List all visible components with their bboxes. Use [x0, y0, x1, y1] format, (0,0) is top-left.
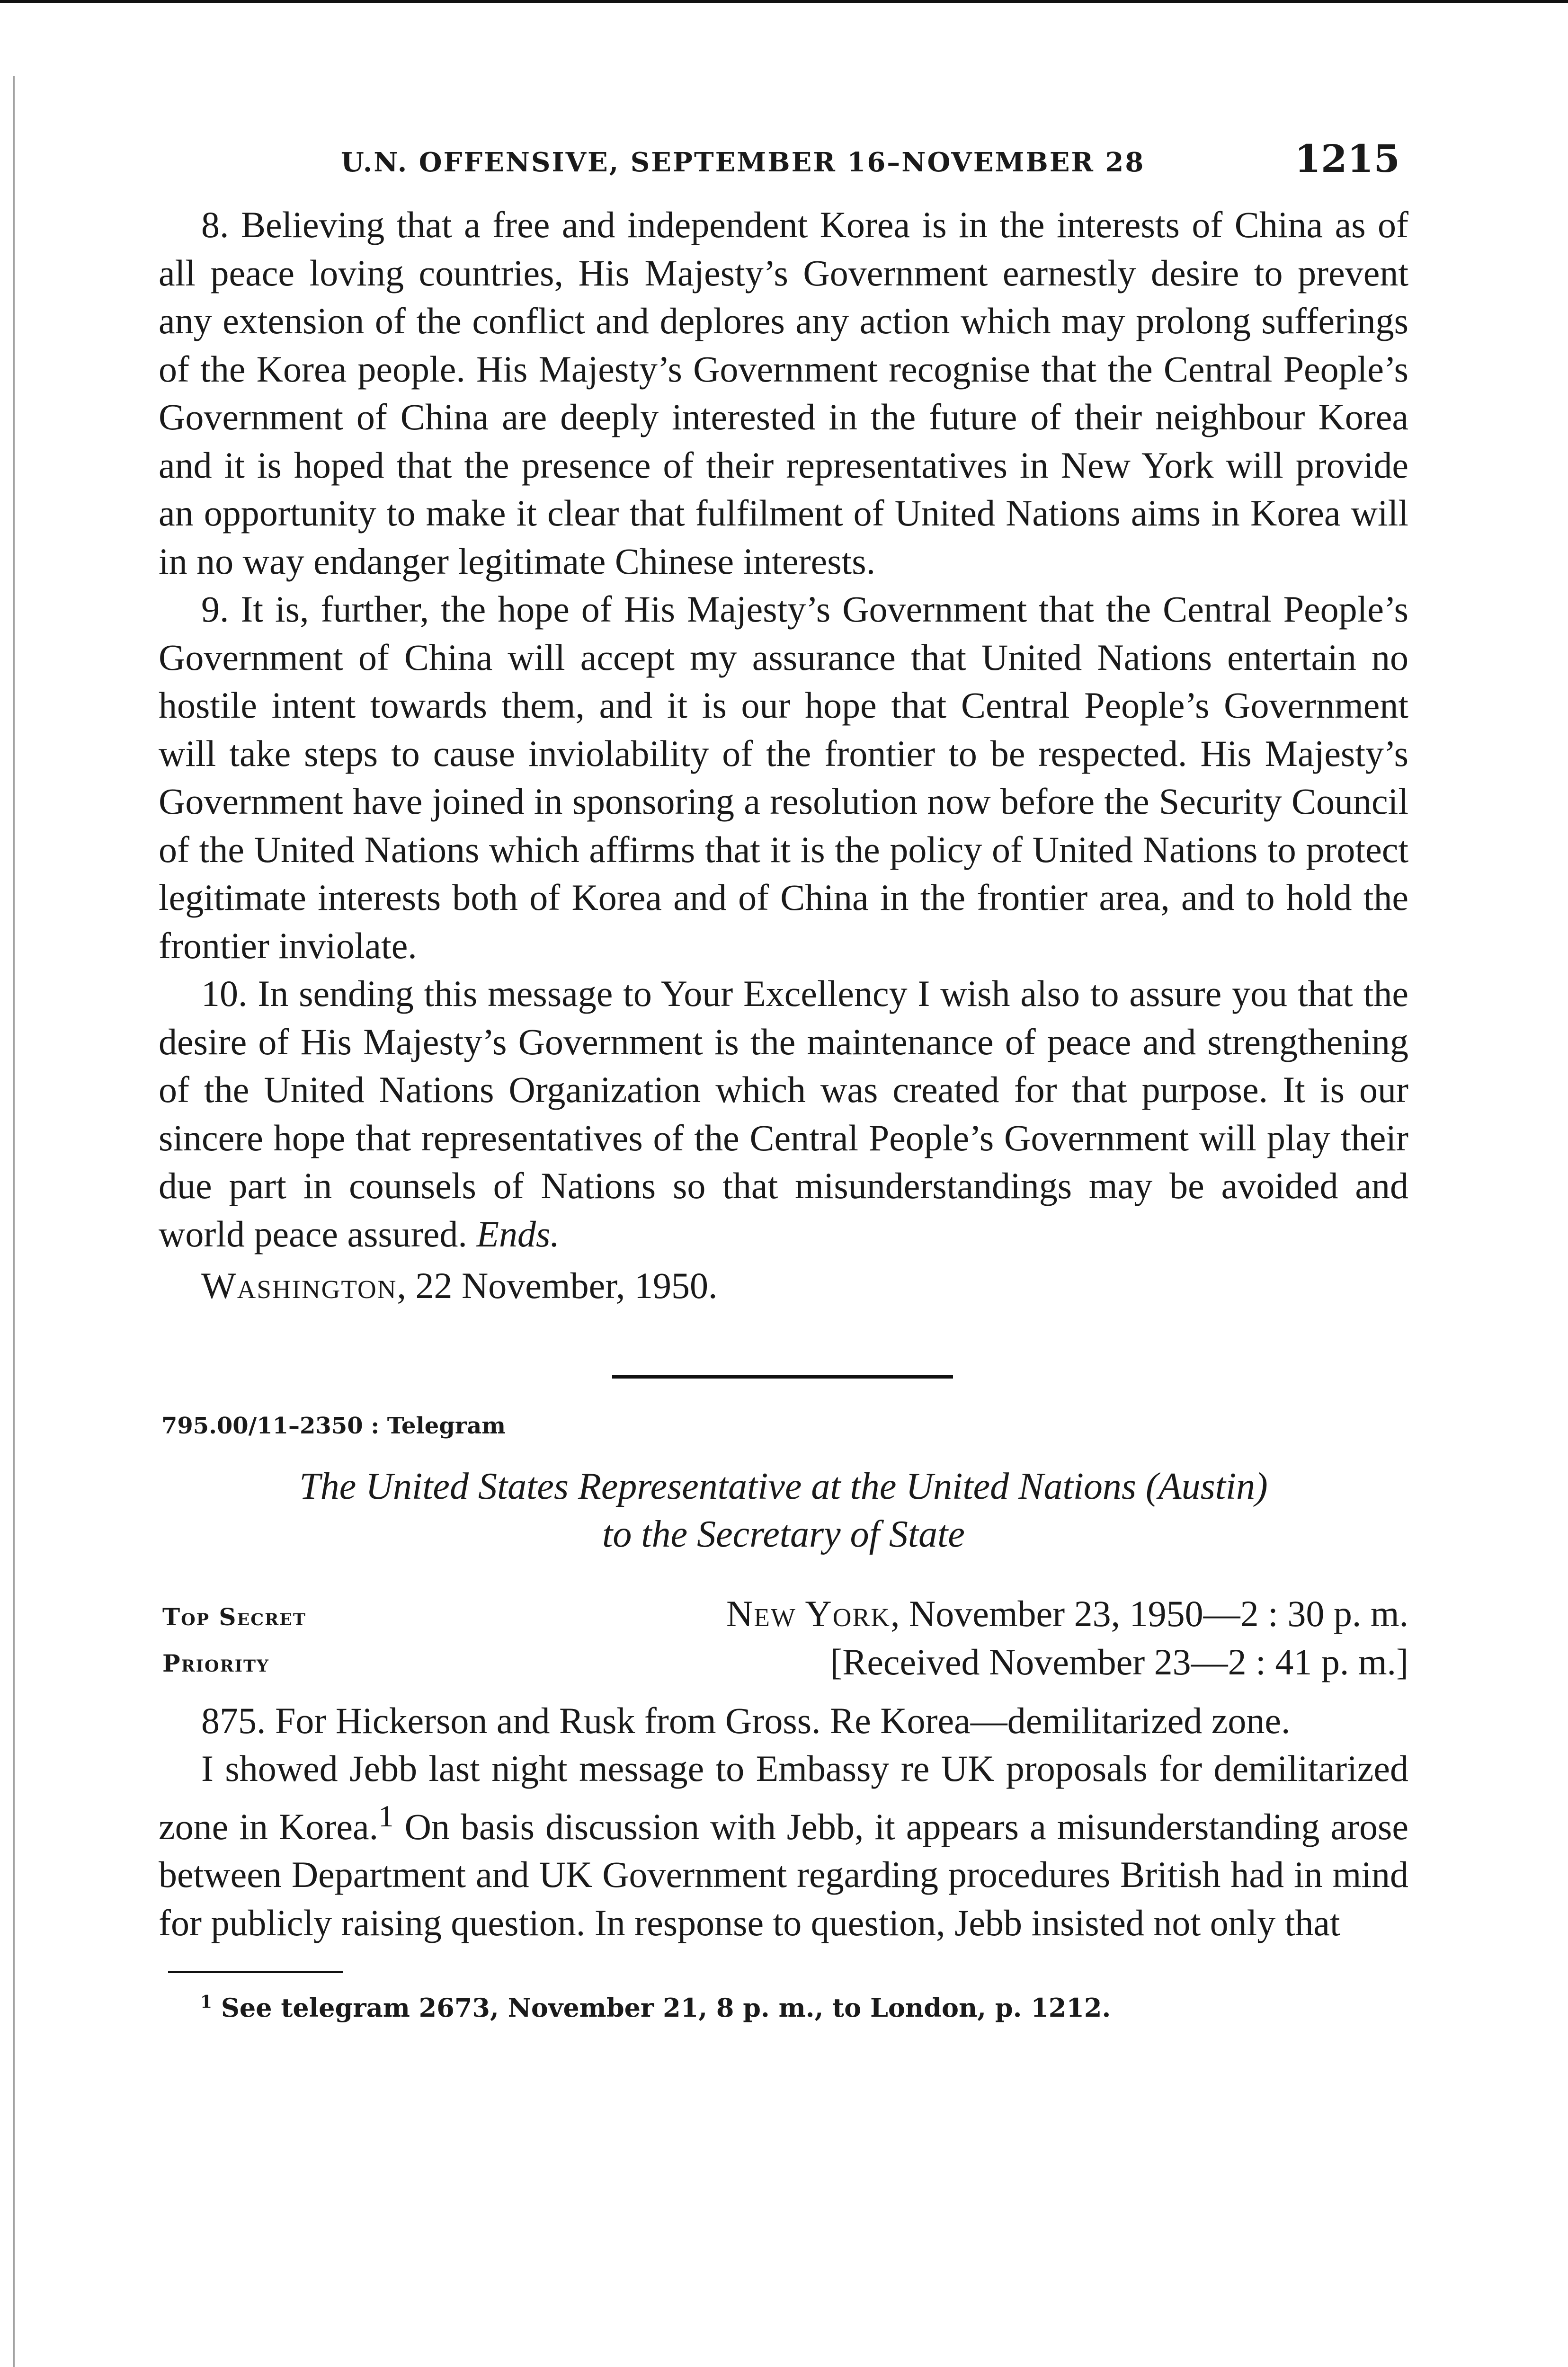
- sent-datetime: , November 23, 1950—2 : 30 p. m.: [890, 1593, 1408, 1634]
- sent-place: New York: [726, 1593, 891, 1634]
- sent-line: [726, 1593, 1408, 1635]
- received-line: [Received November 23—2 : 41 p. m.]: [830, 1641, 1408, 1682]
- section-divider: [612, 1375, 953, 1379]
- footnote-marker: 1: [200, 1992, 213, 2012]
- telegram-paragraph-1: 875. For Hickerson and Rusk from Gross. Re Korea—demilitarized zone.: [201, 1700, 1291, 1741]
- telegram-paragraph-2-cont: On basis discussion with Jebb, it appears a misunderstanding arose between Department and UK Government regarding procedures British had in mind for publicly raising question. In response to question, Jebb insisted not only that: [159, 1806, 1408, 1943]
- file-reference: 795.00/11–2350 : Telegram: [161, 1412, 506, 1439]
- classification-label: Top Secret: [162, 1602, 306, 1631]
- running-head: U.N. OFFENSIVE, SEPTEMBER 16–NOVEMBER 28: [341, 147, 1145, 178]
- telegram-paragraph-2: [159, 1744, 1408, 1947]
- footnote-rule: [168, 1971, 343, 1973]
- document-page: [159, 128, 1408, 2023]
- footnote-text: See telegram 2673, November 21, 8 p. m., to London, p. 1212.: [212, 1993, 1111, 2023]
- priority-label: Priority: [162, 1649, 270, 1677]
- footnote-ref: 1: [378, 1799, 394, 1833]
- paragraph-8: 8. Believing that a free and independent Korea is in the interests of China as of all peace loving countries, His Majesty’s Government earnestly desire to prevent any extension of the conflict and deplores any action which may prolong sufferings of the Korea people. His Majesty’s Government recognise that the Central People’s Government of China are deeply interested in the future of their neighbour Korea and it is hoped that the presence of their representatives in New York will provide an opportunity to make it clear that fulfilment of United Nations aims in Korea will in no way endanger legitimate Chinese interests.: [159, 204, 1408, 582]
- document-title: [159, 1463, 1408, 1558]
- page-header: [159, 128, 1408, 189]
- left-margin-rule: [13, 76, 15, 2367]
- document-title-line-2: to the Secretary of State: [602, 1513, 965, 1555]
- page-number: 1215: [1294, 136, 1400, 181]
- ends-marker: Ends.: [476, 1213, 560, 1255]
- paragraph-10-text: 10. In sending this message to Your Excellency I wish also to assure you that the desire of His Majesty’s Government is the maintenance of peace and strengthening of the United Nations Organization which was created for that purpose. It is our sincere hope that representatives of the Central People’s Government will play their due part in counsels of Nations so that misunderstandings may be avoided and world peace assured.: [159, 973, 1408, 1255]
- dateline-date: , 22 November, 1950.: [397, 1265, 718, 1306]
- footnote: [200, 1992, 1408, 2023]
- document-title-line-1: The United States Representative at the United Nations (Austin): [299, 1465, 1268, 1507]
- paragraph-10: [159, 970, 1408, 1258]
- telegram-paragraph-2-text: I showed Jebb last night message to Embassy re UK proposals for demilitarized zone in Korea.: [159, 1748, 1408, 1847]
- dateline-place: Washington: [201, 1265, 397, 1306]
- top-border-rule: [0, 0, 1568, 3]
- telegram-header: [159, 1593, 1408, 1697]
- dateline: [201, 1262, 1408, 1310]
- paragraph-9: 9. It is, further, the hope of His Majesty’s Government that the Central People’s Government of China will accept my assurance that United Nations entertain no hostile intent towards them, and it is our hope that Central People’s Government will take steps to cause inviolability of the frontier to be respected. His Majesty’s Government have joined in sponsoring a resolution now before the Security Council of the United Nations which affirms that it is the policy of United Nations to protect legitimate interests both of Korea and of China in the frontier area, and to hold the frontier inviolate.: [159, 588, 1408, 966]
